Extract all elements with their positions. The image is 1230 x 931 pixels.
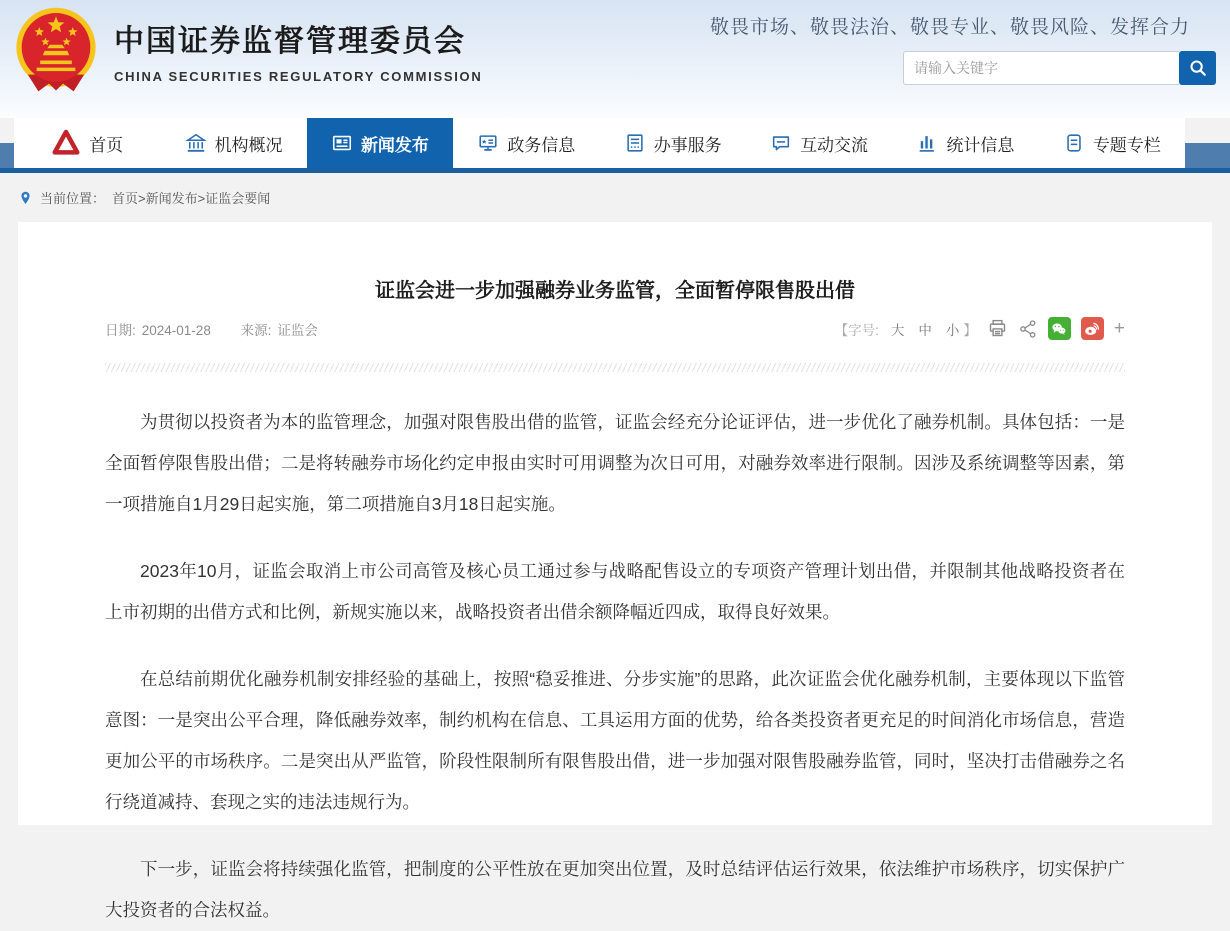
article-meta xyxy=(105,319,324,339)
nav-label: 新闻发布 xyxy=(360,135,429,155)
search-input[interactable] xyxy=(903,51,1179,85)
article-meta-row xyxy=(105,317,1125,340)
font-size-medium-button[interactable]: 中 xyxy=(918,322,932,338)
weibo-icon xyxy=(1083,320,1101,338)
nav-label: 办事服务 xyxy=(653,135,722,155)
font-size-suffix: 】 xyxy=(963,322,977,338)
nav-bottom-border xyxy=(0,168,1230,173)
printer-icon xyxy=(987,318,1008,339)
article-toolbar xyxy=(835,317,1125,340)
content-panel xyxy=(18,222,1212,920)
csrc-logo-icon xyxy=(51,128,81,158)
nav-label: 统计信息 xyxy=(946,135,1015,155)
nav-item-statistics[interactable] xyxy=(892,118,1038,168)
nav-label: 专题专栏 xyxy=(1092,135,1161,155)
org-subtitle: CHINA SECURITIES REGULATORY COMMISSION xyxy=(114,69,483,84)
service-doc-icon xyxy=(624,132,646,154)
article-paragraph: 下一步，证监会将持续强化监管，把制度的公平性放在更加突出位置，及时总结评估运行效果，依法维护市场秩序，切实保护广大投资者的合法权益。 xyxy=(105,859,1125,920)
nav-left-decor xyxy=(0,143,14,168)
org-title-block xyxy=(114,16,482,84)
article-body xyxy=(105,402,1125,931)
article-date: 2024-01-28 xyxy=(141,322,211,338)
nav-label: 互动交流 xyxy=(800,135,869,155)
org-title: 中国证券监督管理委员会 xyxy=(114,25,466,58)
article-paragraph: 2023年10月，证监会取消上市公司高管及核心员工通过参与战略配售设立的专项资产管理计划出借，并限制其他战略投资者在上市初期的出借方式和比例，新规实施以来，战略投资者出借余额降幅近四成，取得良好效果。 xyxy=(105,561,1125,622)
search-icon xyxy=(1187,57,1209,79)
font-size-large-button[interactable]: 大 xyxy=(890,322,905,338)
font-size-small-button[interactable]: 小 xyxy=(945,322,960,338)
nav-right-decor xyxy=(1185,143,1230,168)
site-slogan: 敬畏市场、敬畏法治、敬畏专业、敬畏风险、发挥合力 xyxy=(709,16,1190,38)
national-emblem-logo xyxy=(12,6,100,94)
nav-item-special-topics[interactable] xyxy=(1039,118,1185,168)
breadcrumb-path[interactable]: 首页>新闻发布>证监会要闻 xyxy=(112,191,271,206)
share-icon xyxy=(1018,319,1038,339)
nav-item-home[interactable] xyxy=(14,118,160,168)
article-paragraph: 在总结前期优化融券机制安排经验的基础上，按照“稳妥推进、分步实施”的思路，此次证监会优化融券机制，主要体现以下监管意图：一是突出公平合理，降低融券效率，制约机构在信息、工具运用方面的优势，给各类投资者更充足的时间消化市场信息，营造更加公平的市场秩序。二是突出从严监管，阶段性限制所有限售股出借，进一步加强对限售股融券监管，同时，坚决打击借融券之名行绕道减持、套现之实的违法违规行为。 xyxy=(105,669,1125,812)
weibo-share-button[interactable] xyxy=(1081,317,1104,340)
share-button[interactable] xyxy=(1018,319,1038,339)
topic-doc-icon xyxy=(1063,132,1085,154)
institution-icon xyxy=(185,132,207,154)
nav-item-about[interactable] xyxy=(160,118,306,168)
article-paragraph: 为贯彻以投资者为本的监管理念，加强对限售股出借的监管，证监会经充分论证评估，进一步优化了融券机制。具体包括：一是全面暂停限售股出借；二是将转融券市场化约定申报由实时可用调整为次日可用，对融券效率进行限制。因涉及系统调整等因素，第一项措施自1月29日起实施，第二项措施自3月18日起实施。 xyxy=(105,412,1125,514)
date-label: 日期: xyxy=(105,322,136,338)
main-nav xyxy=(0,118,1230,173)
nav-label: 机构概况 xyxy=(214,135,283,155)
search-button[interactable] xyxy=(1179,51,1216,85)
nav-item-news[interactable] xyxy=(307,118,453,168)
wechat-icon xyxy=(1050,320,1068,338)
more-share-button[interactable]: + xyxy=(1113,318,1125,339)
article-title: 证监会进一步加强融券业务监管，全面暂停限售股出借 xyxy=(375,280,855,302)
chat-bubble-icon xyxy=(770,132,792,154)
nav-item-gov-info[interactable] xyxy=(453,118,599,168)
nav-label: 政务信息 xyxy=(507,135,576,155)
breadcrumb-label: 当前位置： xyxy=(40,191,106,206)
breadcrumb xyxy=(0,173,1230,222)
newspaper-icon xyxy=(331,132,353,154)
monitor-icon xyxy=(477,132,499,154)
nav-item-services[interactable] xyxy=(600,118,746,168)
print-button[interactable] xyxy=(987,318,1008,339)
bar-chart-icon xyxy=(916,132,938,154)
location-pin-icon xyxy=(18,189,33,207)
search-box xyxy=(903,51,1216,85)
nav-label: 首页 xyxy=(89,135,124,155)
article-source: 证监会 xyxy=(277,322,318,338)
source-label: 来源: xyxy=(240,322,272,338)
hatched-divider xyxy=(105,363,1125,372)
font-size-prefix: 【字号: xyxy=(834,322,879,338)
site-header xyxy=(0,0,1230,118)
wechat-share-button[interactable] xyxy=(1048,317,1071,340)
nav-item-interaction[interactable] xyxy=(746,118,892,168)
